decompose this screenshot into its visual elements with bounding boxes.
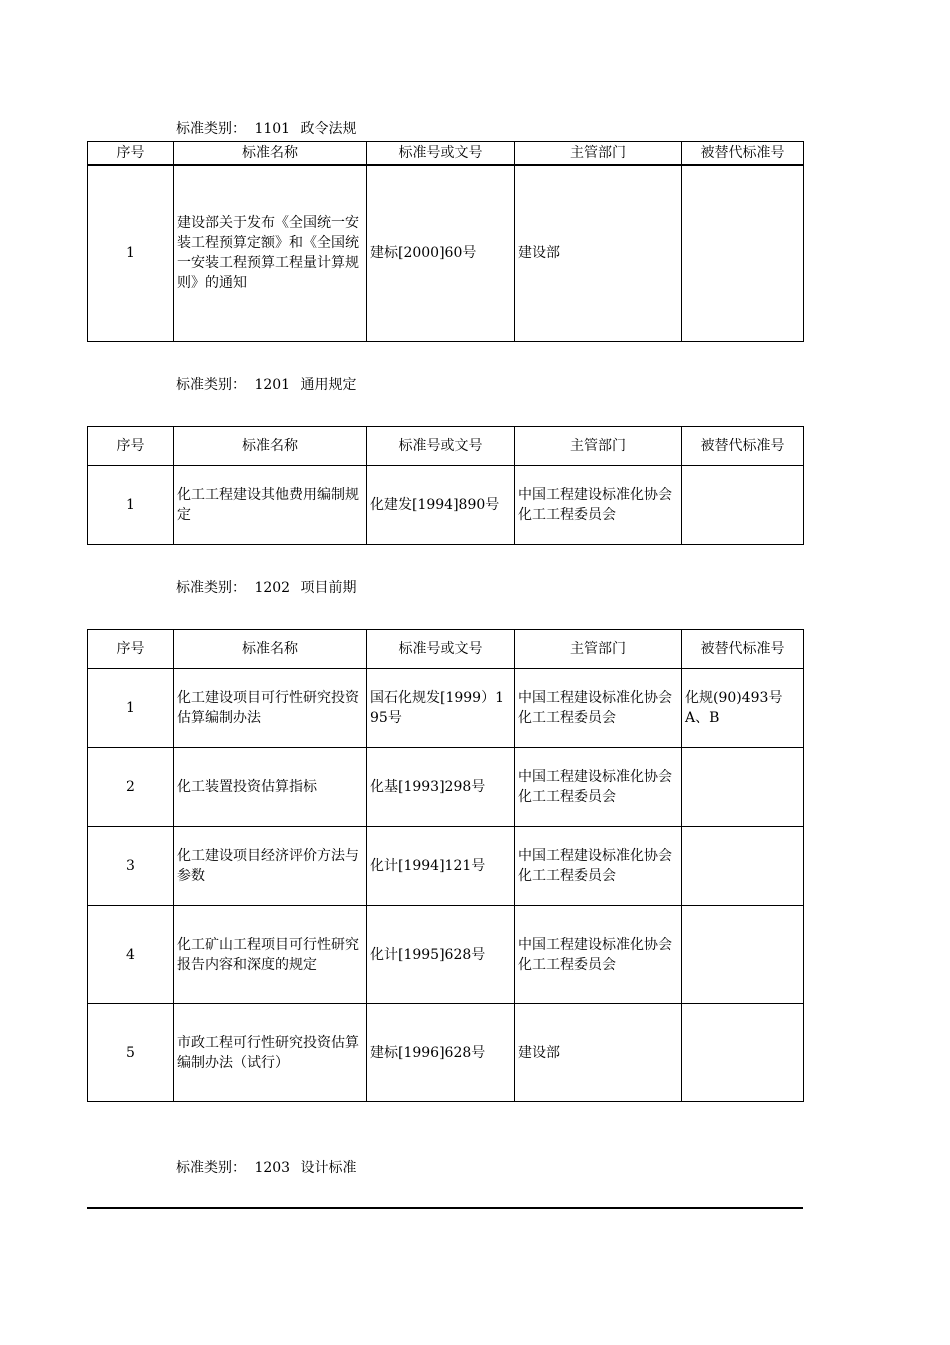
row-replaced — [682, 827, 804, 906]
row-replaced — [682, 466, 804, 545]
category-label: 标准类别： — [176, 377, 246, 393]
row-dept: 建设部 — [515, 165, 682, 342]
category-code: 1201 — [254, 377, 291, 393]
row-no: 4 — [88, 906, 174, 1004]
row-doc: 化建发[1994]890号 — [367, 466, 515, 545]
header-no: 序号 — [88, 142, 174, 165]
table-row — [88, 669, 804, 748]
standards-table-1101 — [87, 141, 804, 342]
header-no: 序号 — [88, 630, 174, 669]
category-code: 1202 — [254, 580, 291, 596]
row-doc: 国石化规发[1999）195号 — [367, 669, 515, 748]
table-top-border — [87, 1207, 803, 1209]
table-row — [88, 1004, 804, 1102]
row-dept: 中国工程建设标准化协会化工工程委员会 — [515, 466, 682, 545]
header-replaced: 被替代标准号 — [682, 142, 804, 165]
row-replaced: 化规(90)493号A、B — [682, 669, 804, 748]
row-no: 1 — [88, 669, 174, 748]
row-replaced — [682, 748, 804, 827]
header-dept: 主管部门 — [515, 427, 682, 466]
row-dept: 建设部 — [515, 1004, 682, 1102]
category-code: 1101 — [254, 121, 291, 137]
category-heading-1201 — [176, 375, 361, 396]
row-name: 化工工程建设其他费用编制规定 — [174, 466, 367, 545]
row-doc: 化计[1995]628号 — [367, 906, 515, 1004]
table-row — [88, 748, 804, 827]
header-dept: 主管部门 — [515, 142, 682, 165]
category-heading-1202 — [176, 578, 361, 599]
row-no: 2 — [88, 748, 174, 827]
table-header-row — [88, 630, 804, 669]
category-name: 设计标准 — [300, 1160, 357, 1176]
category-code: 1203 — [254, 1160, 291, 1176]
header-replaced: 被替代标准号 — [682, 630, 804, 669]
header-name: 标准名称 — [174, 630, 367, 669]
header-doc: 标准号或文号 — [367, 142, 515, 165]
category-name: 通用规定 — [300, 377, 357, 393]
header-doc: 标准号或文号 — [367, 427, 515, 466]
category-heading-1101 — [176, 119, 357, 140]
row-no: 3 — [88, 827, 174, 906]
row-dept: 中国工程建设标准化协会化工工程委员会 — [515, 748, 682, 827]
header-doc: 标准号或文号 — [367, 630, 515, 669]
category-heading-1203 — [176, 1158, 361, 1179]
category-label: 标准类别： — [176, 121, 246, 137]
table-row — [88, 466, 804, 545]
row-name: 市政工程可行性研究投资估算编制办法（试行） — [174, 1004, 367, 1102]
row-name: 化工矿山工程项目可行性研究报告内容和深度的规定 — [174, 906, 367, 1004]
standards-table-1201 — [87, 426, 804, 545]
category-name: 政令法规 — [300, 121, 357, 137]
row-doc: 建标[1996]628号 — [367, 1004, 515, 1102]
table-row — [88, 165, 804, 342]
row-dept: 中国工程建设标准化协会化工工程委员会 — [515, 827, 682, 906]
standards-table-1202 — [87, 629, 804, 1102]
row-no: 1 — [88, 165, 174, 342]
row-replaced — [682, 165, 804, 342]
header-no: 序号 — [88, 427, 174, 466]
row-name: 建设部关于发布《全国统一安装工程预算定额》和《全国统一安装工程预算工程量计算规则》的通知 — [174, 165, 367, 342]
header-name: 标准名称 — [174, 142, 367, 165]
row-doc: 化计[1994]121号 — [367, 827, 515, 906]
category-label: 标准类别： — [176, 1160, 246, 1176]
category-label: 标准类别： — [176, 580, 246, 596]
row-no: 1 — [88, 466, 174, 545]
row-replaced — [682, 1004, 804, 1102]
table-row — [88, 827, 804, 906]
row-name: 化工建设项目可行性研究投资估算编制办法 — [174, 669, 367, 748]
header-name: 标准名称 — [174, 427, 367, 466]
row-doc: 建标[2000]60号 — [367, 165, 515, 342]
table-header-row — [88, 427, 804, 466]
table-header-row — [88, 142, 804, 165]
row-dept: 中国工程建设标准化协会化工工程委员会 — [515, 906, 682, 1004]
row-no: 5 — [88, 1004, 174, 1102]
row-name: 化工装置投资估算指标 — [174, 748, 367, 827]
row-replaced — [682, 906, 804, 1004]
row-name: 化工建设项目经济评价方法与参数 — [174, 827, 367, 906]
category-name: 项目前期 — [300, 580, 357, 596]
row-doc: 化基[1993]298号 — [367, 748, 515, 827]
header-replaced: 被替代标准号 — [682, 427, 804, 466]
header-dept: 主管部门 — [515, 630, 682, 669]
table-row — [88, 906, 804, 1004]
row-dept: 中国工程建设标准化协会化工工程委员会 — [515, 669, 682, 748]
